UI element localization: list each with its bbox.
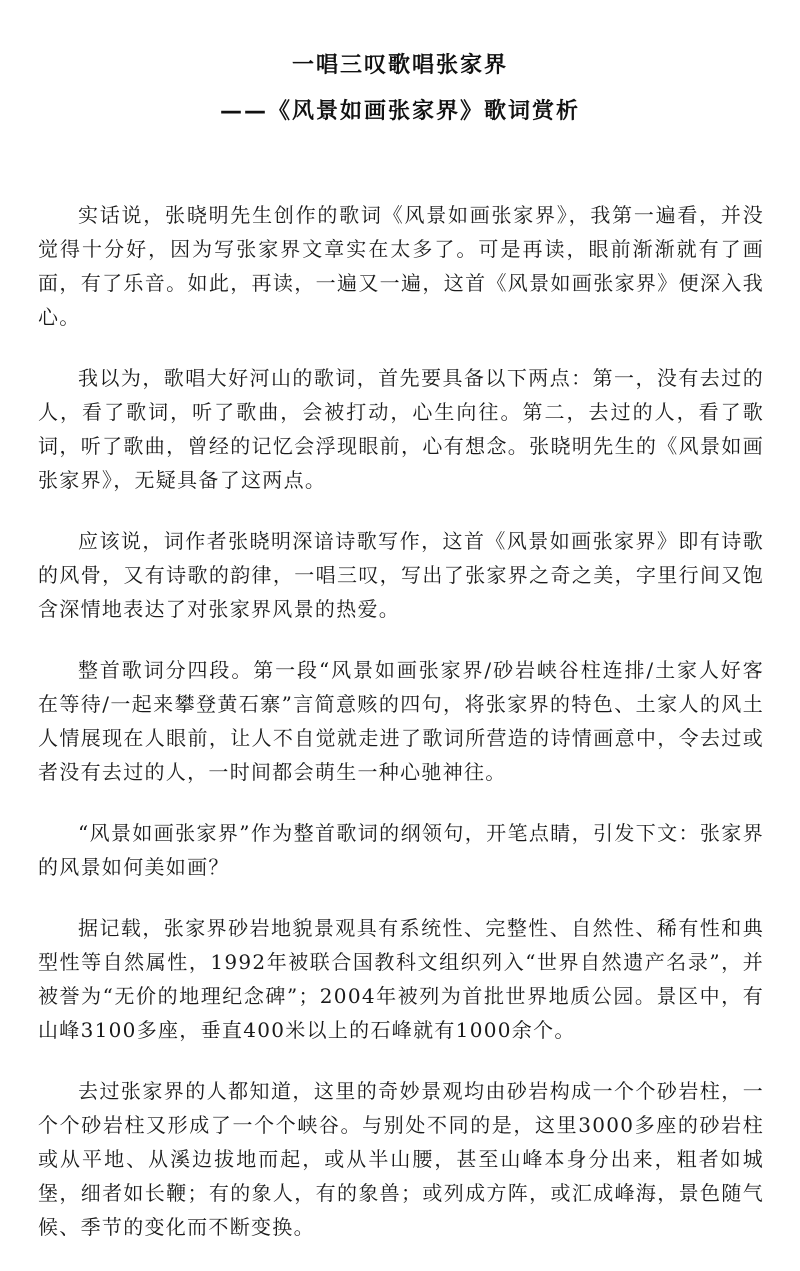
paragraph-6: 据记载，张家界砂岩地貌景观具有系统性、完整性、自然性、稀有性和典型性等自然属性，1992年被联合国教科文组织列入“世界自然遗产名录”，并被誉为“无价的地理纪念碑”；2004年被列为首批世界地质公园。景区中，有山峰3100多座，垂直400米以上的石峰就有1000余个。 [38, 916, 764, 1042]
article-subtitle: ——《风景如画张家界》歌词赏析 [219, 99, 580, 124]
paragraph-4: 整首歌词分四段。第一段“风景如画张家界/砂岩峡谷柱连排/土家人好客在等待/一起来攀登黄石寨”言简意赅的四句，将张家界的特色、土家人的风土人情展现在人眼前，让人不自觉就走进了歌词所营造的诗情画意中，令去过或者没有去过的人，一时间都会萌生一种心驰神往。 [38, 658, 764, 784]
article-body [38, 198, 764, 1271]
paragraph-1: 实话说，张晓明先生创作的歌词《风景如画张家界》，我第一遍看，并没觉得十分好，因为写张家界文章实在太多了。可是再读，眼前渐渐就有了画面，有了乐音。如此，再读，一遍又一遍，这首《风景如画张家界》便深入我心。 [38, 203, 764, 329]
paragraph-2: 我以为，歌唱大好河山的歌词，首先要具备以下两点：第一，没有去过的人，看了歌词，听了歌曲，会被打动，心生向往。第二，去过的人，看了歌词，听了歌曲，曾经的记忆会浮现眼前，心有想念。张晓明先生的《风景如画张家界》，无疑具备了这两点。 [38, 366, 764, 492]
article-title: 一唱三叹歌唱张家界 [291, 53, 508, 78]
paragraph-7: 去过张家界的人都知道，这里的奇妙景观均由砂岩构成一个个砂岩柱，一个个砂岩柱又形成了一个个峡谷。与别处不同的是，这里3000多座的砂岩柱或从平地、从溪边拔地而起，或从半山腰，甚至山峰本身分出来，粗者如城堡，细者如长鞭；有的象人，有的象兽；或列成方阵，或汇成峰海，景色随气候、季节的变化而不断变换。 [38, 1079, 764, 1239]
paragraph-5: “风景如画张家界”作为整首歌词的纲领句，开笔点睛，引发下文：张家界的风景如何美如画？ [38, 821, 764, 879]
paragraph-3: 应该说，词作者张晓明深谙诗歌写作，这首《风景如画张家界》即有诗歌的风骨，又有诗歌的韵律，一唱三叹，写出了张家界之奇之美，字里行间又饱含深情地表达了对张家界风景的热爱。 [38, 529, 764, 621]
